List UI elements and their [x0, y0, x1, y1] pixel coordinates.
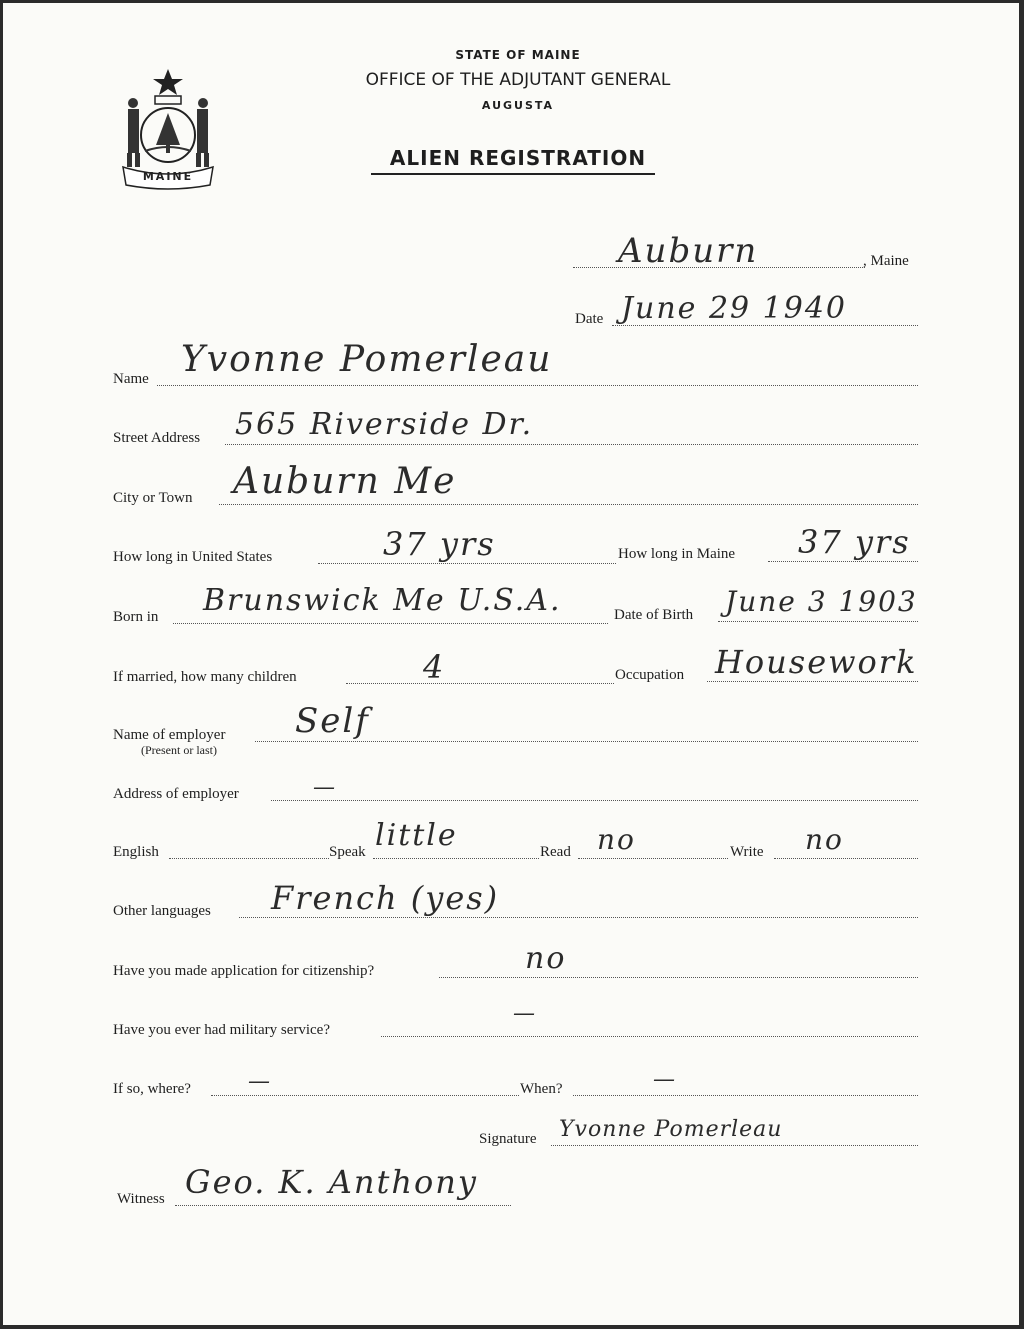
- where-label: If so, where?: [113, 1081, 191, 1097]
- date-value: June 29 1940: [621, 291, 848, 326]
- name-label: Name: [113, 371, 149, 387]
- street-label: Street Address: [113, 430, 201, 446]
- us-years-value: 37 yrs: [383, 525, 496, 563]
- speak-label: Speak: [329, 844, 366, 860]
- registration-form: [3, 3, 1019, 1325]
- maine-years-label: How long in Maine: [618, 546, 736, 562]
- born-label: Born in: [113, 609, 159, 625]
- employer-label: Name of employer: [113, 727, 226, 743]
- children-value: 4: [423, 648, 446, 686]
- city-label: City or Town: [113, 490, 193, 506]
- place-label: , Maine: [863, 253, 909, 269]
- employer-value: Self: [295, 701, 370, 741]
- witness-value: Geo. K. Anthony: [185, 1163, 478, 1201]
- read-label: Read: [540, 844, 571, 860]
- english-label: English: [113, 844, 159, 860]
- dob-label: Date of Birth: [614, 607, 694, 623]
- read-value: no: [597, 823, 636, 856]
- form-title: ALIEN REGISTRATION: [389, 146, 647, 170]
- speak-value: little: [375, 818, 458, 853]
- employer-address-value: —: [313, 775, 337, 800]
- header-office: OFFICE OF THE ADJUTANT GENERAL: [365, 70, 671, 90]
- witness-label: Witness: [117, 1191, 165, 1207]
- write-value: no: [805, 823, 844, 856]
- city-value: Auburn Me: [233, 461, 457, 502]
- seal-banner-text: MAINE: [142, 170, 194, 183]
- write-label: Write: [730, 844, 764, 860]
- signature-label: Signature: [479, 1131, 537, 1147]
- maine-years-value: 37 yrs: [798, 523, 911, 561]
- children-label: If married, how many children: [113, 669, 297, 685]
- citizenship-label: Have you made application for citizenship?: [113, 963, 375, 979]
- street-value: 565 Riverside Dr.: [235, 407, 534, 442]
- when-label: When?: [520, 1081, 563, 1097]
- military-label: Have you ever had military service?: [113, 1022, 330, 1038]
- header-city: AUGUSTA: [481, 99, 555, 112]
- employer-sublabel: (Present or last): [141, 743, 217, 757]
- born-value: Brunswick Me U.S.A.: [203, 583, 562, 618]
- other-languages-value: French (yes): [271, 879, 500, 917]
- date-label: Date: [575, 311, 604, 327]
- maine-state-seal-icon: [113, 63, 223, 193]
- other-languages-label: Other languages: [113, 903, 211, 919]
- dob-value: June 3 1903: [725, 585, 918, 618]
- military-value: —: [513, 1001, 537, 1026]
- occupation-value: Housework: [715, 643, 918, 681]
- header-state: STATE OF MAINE: [455, 48, 581, 62]
- title-underline: [371, 173, 655, 175]
- name-value: Yvonne Pomerleau: [181, 339, 553, 380]
- us-years-label: How long in United States: [113, 549, 273, 565]
- citizenship-value: no: [525, 941, 567, 976]
- occupation-label: Occupation: [615, 667, 685, 683]
- where-value: —: [248, 1069, 272, 1094]
- place-value: Auburn: [618, 231, 759, 271]
- signature-value: Yvonne Pomerleau: [559, 1117, 783, 1142]
- when-value: —: [653, 1067, 677, 1092]
- employer-address-label: Address of employer: [113, 786, 239, 802]
